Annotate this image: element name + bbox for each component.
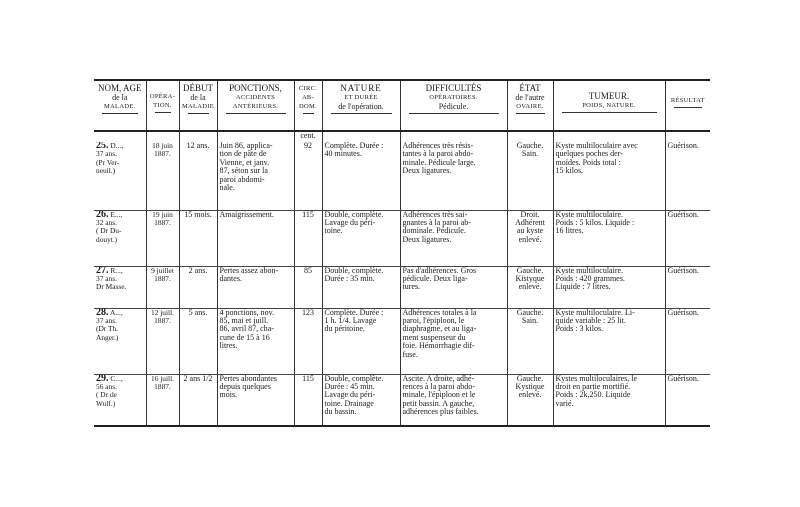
- cell-name: [94, 266, 146, 308]
- cell-resultat: Guérison.: [665, 374, 710, 426]
- cell-resultat: Guérison.: [665, 210, 710, 266]
- cell-circ: 85: [294, 266, 322, 308]
- cell-ponctions: Pertes assez abon- dantes.: [217, 266, 294, 308]
- table-row: [94, 266, 710, 308]
- cell-difficultes: Adhérences très sai- gnantes à la paroi ab- dominale. Pédicule. Deux ligatures.: [400, 210, 507, 266]
- patient-name: D..., 37 ans. (Pr Ver- neuil.): [96, 142, 124, 176]
- cell-resultat: Guérison.: [665, 308, 710, 374]
- cell-operation: 19 juin 1887.: [146, 210, 179, 266]
- cell-difficultes: Adhérences très résis- tantes à la paroi abdo- minale. Pédicule large. Deux ligatures.: [400, 142, 507, 210]
- cell-etat: Gauche. Kystique enlevé.: [507, 374, 553, 426]
- cell-debut: 2 ans 1/2: [179, 374, 217, 426]
- header-etat: ÉTAT de l'autre OVAIRE.: [507, 80, 553, 131]
- cell-name: [94, 142, 146, 210]
- cell-operation: 9 juillet 1887.: [146, 266, 179, 308]
- case-number: 28.: [96, 308, 109, 318]
- header-difficultes: DIFFICULTÉS OPÉRATOIRES. Pédicule.: [400, 80, 507, 131]
- cell-etat: Gauche. Sain.: [507, 142, 553, 210]
- cell-tumeur: Kyste multiloculaire avec quelques poches der- moïdes. Poids total : 15 kilos.: [553, 142, 665, 210]
- case-number: 29.: [96, 374, 109, 384]
- case-table: [94, 79, 710, 427]
- cell-ponctions: Juin 86, applica- tion de pâte de Vienne, et janv. 87, séton sur la paroi abdomi- nale.: [217, 142, 294, 210]
- table-row: [94, 374, 710, 426]
- case-number: 27.: [96, 266, 109, 276]
- cell-nature: Double, complète. Lavage du péri- toine.: [322, 210, 400, 266]
- header-debut: DÉBUT de la MALADIE: [179, 80, 217, 131]
- cell-ponctions: Pertes abondantes depuis quelques mois.: [217, 374, 294, 426]
- cell-tumeur: Kyste multiloculaire. Poids : 420 grammes. Liquide : 7 litres.: [553, 266, 665, 308]
- header-operation: OPÉRA- TION.: [146, 80, 179, 131]
- cell-tumeur: Kystes multiloculaires, le droit en partie mortifié. Poids : 2k,250. Liquide varié.: [553, 374, 665, 426]
- header-circ: CIRC. AB- DOM.: [294, 80, 322, 131]
- cell-debut: 15 mois.: [179, 210, 217, 266]
- cell-circ: 123: [294, 308, 322, 374]
- cell-difficultes: Adhérences totales à la paroi, l'épiploon, le diaphragme, et au liga- ment suspenseur du foie. Hémorrhagie dif- fuse.: [400, 308, 507, 374]
- table-row: [94, 210, 710, 266]
- cell-circ: 115: [294, 210, 322, 266]
- cell-tumeur: Kyste multiloculaire. Li- quide variable : 25 lit. Poids : 3 kilos.: [553, 308, 665, 374]
- cell-resultat: Guérison.: [665, 142, 710, 210]
- cell-resultat: Guérison.: [665, 266, 710, 308]
- header-nature: NATURE ET DURÉE de l'opération.: [322, 80, 400, 131]
- cell-operation: 18 juin 1887.: [146, 142, 179, 210]
- patient-name: R..., 37 ans. Dr Masse.: [96, 266, 127, 292]
- header-resultat: RÉSULTAT: [665, 80, 710, 131]
- cell-etat: Gauche. Kistyque enlevé.: [507, 266, 553, 308]
- cell-operation: 12 juill. 1887.: [146, 308, 179, 374]
- cell-circ: 92: [294, 142, 322, 210]
- cell-nature: Complète. Durée : 1 h. 1/4. Lavage du péritoine.: [322, 308, 400, 374]
- cell-ponctions: 4 ponctions, nov. 85, mai et juill. 86, avril 87, cha- cune de 15 à 16 litres.: [217, 308, 294, 374]
- document-page: [94, 79, 710, 427]
- cell-ponctions: Amaigrissement.: [217, 210, 294, 266]
- patient-name: E..., 32 ans. ( Dr Du- douyt.): [96, 210, 123, 244]
- case-number: 26.: [96, 210, 109, 220]
- cell-difficultes: Pas d'adhérences. Gros pédicule. Deux liga- tures.: [400, 266, 507, 308]
- header-tumeur: TUMEUR. POIDS, NATURE.: [553, 80, 665, 131]
- cell-etat: Droit. Adhérent au kyste enlevé.: [507, 210, 553, 266]
- cell-name: [94, 308, 146, 374]
- cell-etat: Gauche. Sain.: [507, 308, 553, 374]
- table-row: [94, 142, 710, 210]
- table-row: [94, 308, 710, 374]
- cell-tumeur: Kyste multiloculaire. Poids : 5 kilos. Liquide : 16 litres.: [553, 210, 665, 266]
- circ-unit: cent.: [294, 131, 322, 142]
- patient-name: A..., 37 ans. (Dr Th. Anger.): [96, 308, 123, 342]
- cell-debut: 5 ans.: [179, 308, 217, 374]
- cell-nature: Complète. Durée : 40 minutes.: [322, 142, 400, 210]
- unit-row: [94, 131, 710, 142]
- cell-name: [94, 210, 146, 266]
- header-name: NOM, AGE de la MALADE.: [94, 80, 146, 131]
- cell-name: [94, 374, 146, 426]
- cell-difficultes: Ascite. A droite, adhé- rences à la paroi abdo- minale, l'épiploon et le petit bassin. A gauche, adhérences plus faibles.: [400, 374, 507, 426]
- header-row: [94, 80, 710, 131]
- case-number: 25.: [96, 142, 109, 151]
- header-ponctions: PONCTIONS, ACCIDENTS ANTÉRIEURS.: [217, 80, 294, 131]
- cell-nature: Double, complète. Durée : 45 min. Lavage du péri- toine. Drainage du bassin.: [322, 374, 400, 426]
- cell-nature: Double, complète. Durée : 35 min.: [322, 266, 400, 308]
- patient-name: C..., 56 ans. ( Dr de Wulf.): [96, 374, 123, 408]
- cell-debut: 2 ans.: [179, 266, 217, 308]
- cell-debut: 12 ans.: [179, 142, 217, 210]
- cell-circ: 115: [294, 374, 322, 426]
- cell-operation: 16 juill. 1887.: [146, 374, 179, 426]
